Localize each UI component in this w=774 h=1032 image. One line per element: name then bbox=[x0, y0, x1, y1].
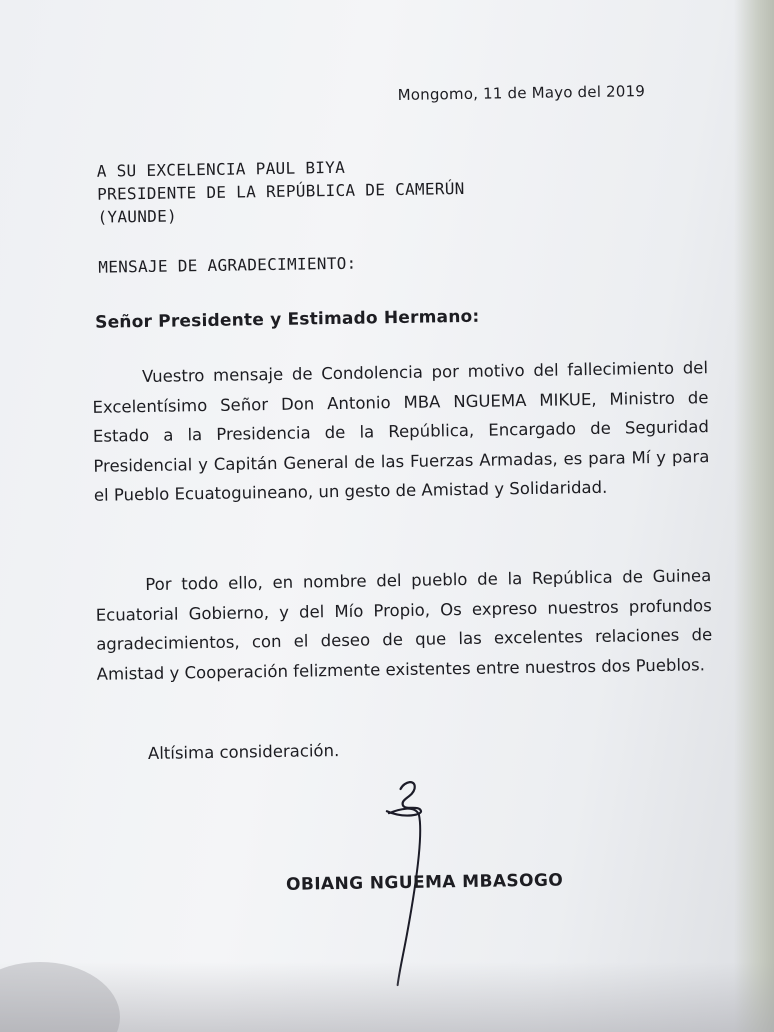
subject-line: MENSAJE DE AGRADECIMIENTO: bbox=[98, 253, 357, 277]
closing-line: Altísima consideración. bbox=[147, 740, 340, 763]
body-paragraph-text: Vuestro mensaje de Condolencia por motivo del fallecimiento del Excelentísimo Señor Don Antonio MBA NGUEMA MIKUE, Ministro de Estado a la Presidencia de la República, Encargado de Seguridad Presidencial y Capitán General de las Fuerzas Armadas, es para Mí y para el Pueblo Ecuatoguineano, un gesto de Amistad y Solidaridad. bbox=[92, 358, 710, 505]
body-paragraph bbox=[95, 561, 713, 689]
recipient-line: PRESIDENTE DE LA REPÚBLICA DE CAMERÚN bbox=[97, 178, 465, 204]
salutation: Señor Presidente y Estimado Hermano: bbox=[95, 306, 480, 333]
page-edge-shadow bbox=[734, 0, 774, 1032]
recipient-block bbox=[97, 154, 466, 229]
recipient-line: (YAUNDE) bbox=[97, 206, 178, 227]
body-paragraph bbox=[92, 353, 710, 510]
recipient-line: A SU EXCELENCIA PAUL BIYA bbox=[96, 157, 346, 181]
signer-name: OBIANG NGUEMA MBASOGO bbox=[285, 870, 564, 895]
place-date: Mongomo, 11 de Mayo del 2019 bbox=[397, 82, 646, 104]
body-paragraph-text: Por todo ello, en nombre del pueblo de la República de Guinea Ecuatorial Gobierno, y del Mío Propio, Os expreso nuestros profundos agradecimientos, con el deseo de que las excelentes relaciones de Amistad y Cooperación felizmente existentes entre nuestros dos Pueblos. bbox=[95, 566, 713, 684]
